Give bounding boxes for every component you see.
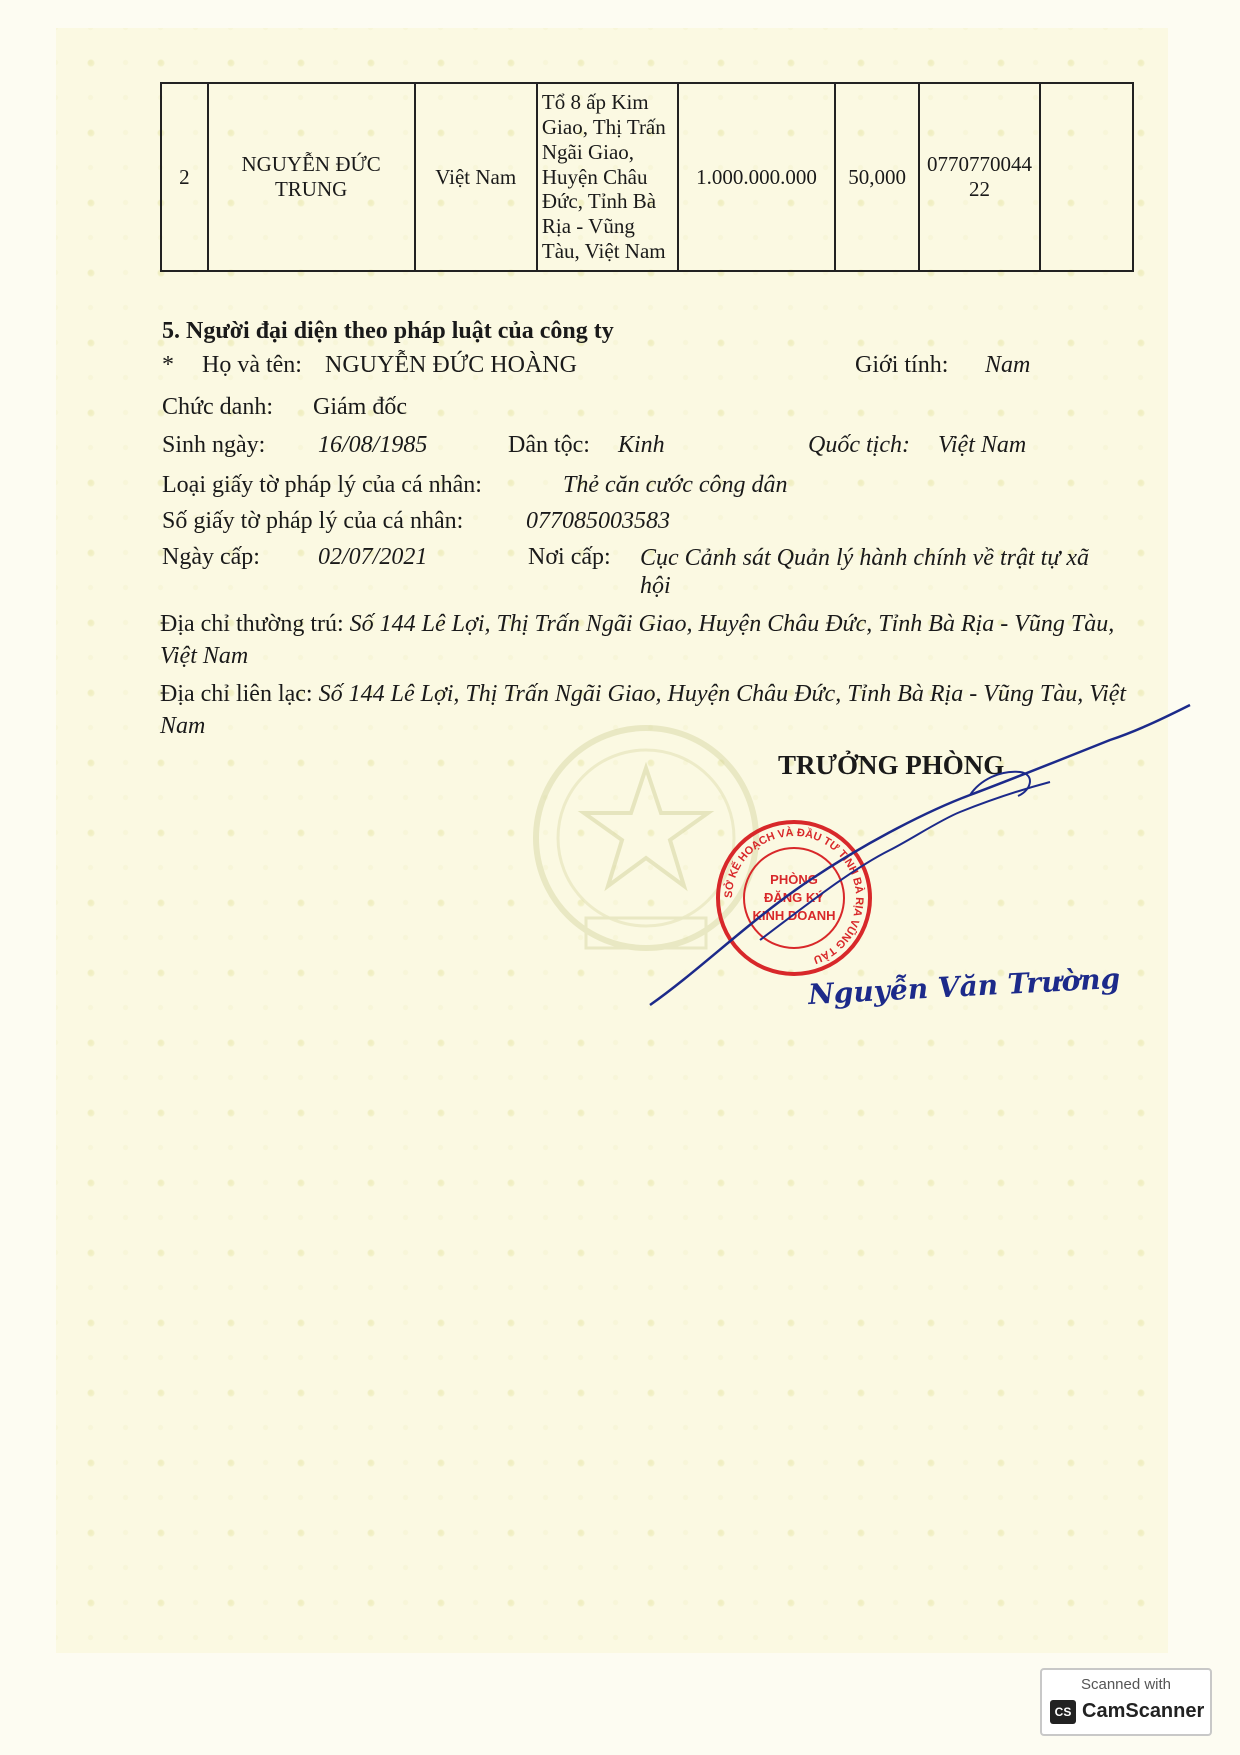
doc-type-label: Loại giấy tờ pháp lý của cá nhân: [162,472,482,498]
title-value: Giám đốc [313,394,407,420]
nationality-label: Quốc tịch: [808,432,910,458]
name-value: NGUYỄN ĐỨC HOÀNG [325,352,577,378]
signer-name: Nguyễn Văn Trường [807,961,1121,1012]
seal-line-3: KINH DOANH [752,908,836,923]
seal-line-2: ĐĂNG KÝ [764,890,824,905]
issue-place-label: Nơi cấp: [528,544,611,570]
contact-address-label: Địa chỉ liên lạc: [160,681,313,707]
permanent-address [160,608,1135,672]
member-nationality: Việt Nam [415,83,537,271]
gender-label: Giới tính: [855,352,949,378]
seal-ring-text: SỞ KẾ HOẠCH VÀ ĐẦU TƯ TỈNH BÀ RỊA VŨNG TÀU [722,826,866,966]
empty-cell [1040,83,1133,271]
title-label: Chức danh: [162,394,273,420]
member-capital: 1.000.000.000 [678,83,835,271]
badge-caption: Scanned with [1080,1676,1172,1693]
dob-value: 16/08/1985 [318,432,428,458]
permanent-address-value: Số 144 Lê Lợi, Thị Trấn Ngãi Giao, Huyện Châu Đức, Tỉnh Bà Rịa - Vũng Tàu, Việt Nam [160,611,1115,669]
gender-value: Nam [985,352,1031,378]
section-heading: 5. Người đại diện theo pháp luật của công ty [162,318,614,344]
ethnic-label: Dân tộc: [508,432,590,458]
ethnic-value: Kinh [618,432,665,458]
member-name: NGUYỄN ĐỨC TRUNG [208,83,415,271]
member-id-number: 077077004422 [919,83,1039,271]
signer-position: TRƯỞNG PHÒNG [778,750,1005,780]
name-label: Họ và tên: [202,352,302,378]
bullet: * [162,352,174,378]
camscanner-badge [1040,1668,1212,1736]
doc-number-label: Số giấy tờ pháp lý của cá nhân: [162,508,464,534]
badge-app-name: CamScanner [1082,1700,1205,1722]
issue-date-label: Ngày cấp: [162,544,260,570]
table-row [161,83,1133,271]
issue-date-value: 02/07/2021 [318,544,428,570]
doc-type-value: Thẻ căn cước công dân [563,472,788,498]
dob-label: Sinh ngày: [162,432,266,458]
nationality-value: Việt Nam [938,432,1027,458]
member-percent: 50,000 [835,83,920,271]
doc-number-value: 077085003583 [526,508,670,534]
row-number: 2 [161,83,208,271]
contact-address-value: Số 144 Lê Lợi, Thị Trấn Ngãi Giao, Huyện Châu Đức, Tỉnh Bà Rịa - Vũng Tàu, Việt Nam [160,681,1127,739]
seal-line-1: PHÒNG [770,872,818,887]
members-table [160,82,1134,272]
member-address: Tổ 8 ấp Kim Giao, Thị Trấn Ngãi Giao, Huyện Châu Đức, Tỉnh Bà Rịa - Vũng Tàu, Việt Nam [537,83,678,271]
camscanner-logo-icon: CS [1050,1700,1076,1724]
permanent-address-label: Địa chỉ thường trú: [160,611,344,637]
issue-place-value: Cục Cảnh sát Quản lý hành chính về trật tự xã hội [640,545,1090,599]
